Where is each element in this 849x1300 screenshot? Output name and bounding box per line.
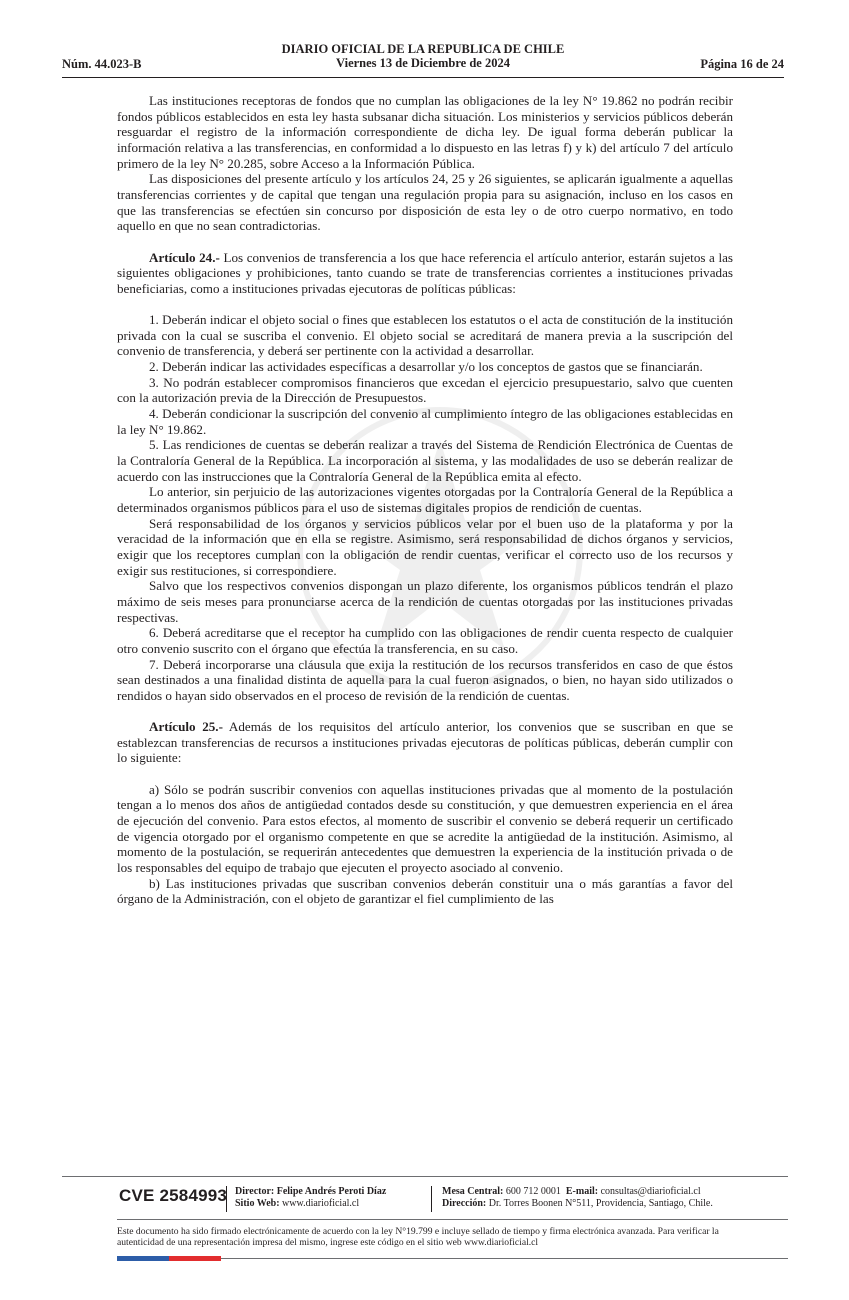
article-25-heading: Artículo 25.- bbox=[149, 719, 223, 735]
address-label: Dirección: bbox=[442, 1197, 487, 1209]
director-label: Director: bbox=[235, 1186, 275, 1197]
list-item: 6. Deberá acreditarse que el receptor ha cumplido con las obligaciones de rendir cuenta respecto de cualquier otro convenio suscrito con el órgano que efectúa la transferencia, en su caso. bbox=[117, 625, 733, 656]
director-info bbox=[235, 1186, 386, 1209]
footer-divider bbox=[62, 1176, 788, 1177]
document-body bbox=[117, 93, 733, 907]
list-item: 7. Deberá incorporarse una cláusula que exija la restitución de los recursos transferidos en caso de que éstos sean destinados a una finalidad distinta de aquella para la cual fueron asignados, o bien, no hayan sido utilizados o rendidos o hayan sido observados en el proceso de revisión de la rendición de cuentas. bbox=[117, 656, 733, 703]
phone-label: Mesa Central: bbox=[442, 1186, 504, 1197]
flag-blue-stripe bbox=[117, 1256, 169, 1261]
flag-stripe-icon bbox=[117, 1256, 221, 1261]
website-link[interactable]: www.diarioficial.cl bbox=[282, 1197, 360, 1209]
phone-number: 600 712 0001 bbox=[505, 1186, 561, 1197]
footer-divider bbox=[221, 1258, 788, 1259]
header-divider bbox=[62, 77, 784, 78]
issue-number: Núm. 44.023-B bbox=[62, 57, 142, 71]
legal-notice: Este documento ha sido firmado electrónicamente de acuerdo con la ley N°19.799 e incluye sellado de tiempo y firma electrónica avanzada. Para verificar la autenticidad de una representación impresa del mismo, ingrese este código en el sitio web www.diarioficial.cl bbox=[117, 1226, 719, 1248]
list-item: 5. Las rendiciones de cuentas se deberán realizar a través del Sistema de Rendición Electrónica de Cuentas de la Contraloría General de la República. La incorporación al sistema, y las modalidades de uso se deberán realizar de acuerdo con las instrucciones que la Contraloría General de la República emita al efecto. bbox=[117, 437, 733, 484]
list-item: a) Sólo se podrán suscribir convenios con aquellas instituciones privadas que al momento de la postulación tengan a lo menos dos años de antigüedad contados desde su constitución, y que demuestren experiencia en el área de ejecución del convenio. Para estos efectos, al momento de suscribir el convenio se deberá requerir un certificado de vigencia otorgado por el organismo competente en que se acredite la antigüedad de la institución. Asimismo, al momento de la postulación, se requerirán antecedentes que demuestren la experiencia de la institución privada o de los responsables del equipo de trabajo que ejecuten el proyecto asociado al convenio. bbox=[117, 781, 733, 875]
paragraph: Las instituciones receptoras de fondos que no cumplan las obligaciones de la ley N° 19.862 no podrán recibir fondos públicos establecidos en esta ley hasta subsanar dicha situación. Los ministerios y servicios públicos deberán resguardar el registro de la información correspondiente de dicha ley. De igual forma deberán publicar la información relativa a las transferencias, en conformidad a lo dispuesto en las letras f) y k) del artículo 7 del artículo primero de la ley N° 20.285, sobre Acceso a la Información Pública. bbox=[117, 93, 733, 171]
masthead bbox=[62, 42, 784, 70]
article-24 bbox=[117, 250, 733, 297]
article-25-text: Además de los requisitos del artículo anterior, los convenios que se suscriban en que se establezcan transferencias de recursos a instituciones privadas ejecutoras de políticas públicas, deberán cumplir con lo siguiente: bbox=[117, 719, 733, 766]
article-24-heading: Artículo 24.- bbox=[149, 249, 220, 265]
contact-info bbox=[442, 1186, 713, 1209]
list-item: 1. Deberán indicar el objeto social o fines que establecen los estatutos o el acta de constitución de la institución privada con la cual se suscriba el convenio. El objeto social se acreditará de manera previa a la suscripción del convenio de transferencia, y deberá ser pertinente con la actividad a desarrollar. bbox=[117, 312, 733, 359]
footer-separator bbox=[226, 1186, 227, 1212]
list-item: b) Las instituciones privadas que suscriban convenios deberán constituir una o más garantías a favor del órgano de la Administración, con el objeto de garantizar el fiel cumplimiento de las bbox=[117, 875, 733, 907]
paragraph: Será responsabilidad de los órganos y servicios públicos velar por el buen uso de la plataforma y por la veracidad de la información que en ella se registre. Asimismo, será responsabilidad de dichos órganos y servicios, exigir que los receptores cumplan con la obligación de rendir cuentas, verificar el correcto uso de los recursos y exigir sus restituciones, si correspondiere. bbox=[117, 515, 733, 578]
page-header bbox=[62, 42, 784, 76]
cve-code: CVE 2584993 bbox=[119, 1186, 228, 1205]
list-item: 4. Deberán condicionar la suscripción del convenio al cumplimiento íntegro de las obligaciones establecidas en la ley N° 19.862. bbox=[117, 406, 733, 437]
paragraph: Lo anterior, sin perjuicio de las autorizaciones vigentes otorgadas por la Contraloría General de la República a determinados organismos públicos para el uso de sistemas digitales propios de rendición de cuentas. bbox=[117, 484, 733, 515]
flag-red-stripe bbox=[169, 1256, 221, 1261]
director-name: Felipe Andrés Peroti Díaz bbox=[276, 1186, 387, 1197]
article-25 bbox=[117, 719, 733, 766]
address-value: Dr. Torres Boonen N°511, Providencia, Santiago, Chile. bbox=[488, 1197, 713, 1209]
footer-separator bbox=[431, 1186, 432, 1212]
journal-title: DIARIO OFICIAL DE LA REPUBLICA DE CHILE bbox=[281, 42, 565, 56]
article-24-text: Los convenios de transferencia a los que hace referencia el artículo anterior, estarán sujetos a las siguientes obligaciones y prohibiciones, tanto cuando se trate de transferencias corrientes a instituciones privadas beneficiarias, como a instituciones privadas ejecutoras de políticas públicas: bbox=[117, 249, 733, 296]
list-item: 3. No podrán establecer compromisos financieros que excedan el ejercicio presupuestario, salvo que cuenten con la autorización previa de la Dirección de Presupuestos. bbox=[117, 374, 733, 406]
list-item: 2. Deberán indicar las actividades específicas a desarrollar y/o los conceptos de gastos que se financiarán. bbox=[149, 359, 703, 375]
paragraph: Las disposiciones del presente artículo y los artículos 24, 25 y 26 siguientes, se aplicarán igualmente a aquellas transferencias corrientes y de capital que tengan una regulación propia para su asignación, incluso en los casos en que las transferencias se efectúen sin concurso por disposición de esta ley o de otro cuerpo normativo, en todo aquello en que no sean contradictorias. bbox=[117, 171, 733, 234]
website-label: Sitio Web: bbox=[235, 1197, 280, 1209]
email-label: E-mail: bbox=[565, 1186, 599, 1197]
footer-divider bbox=[117, 1219, 788, 1220]
issue-date: Viernes 13 de Diciembre de 2024 bbox=[336, 56, 510, 70]
page-number: Página 16 de 24 bbox=[700, 57, 784, 71]
paragraph: Salvo que los respectivos convenios dispongan un plazo diferente, los organismos públicos tendrán el plazo máximo de seis meses para pronunciarse acerca de la rendición de cuentas otorgadas por las instituciones privadas respectivas. bbox=[117, 578, 733, 625]
email-link[interactable]: consultas@diarioficial.cl bbox=[600, 1186, 701, 1197]
